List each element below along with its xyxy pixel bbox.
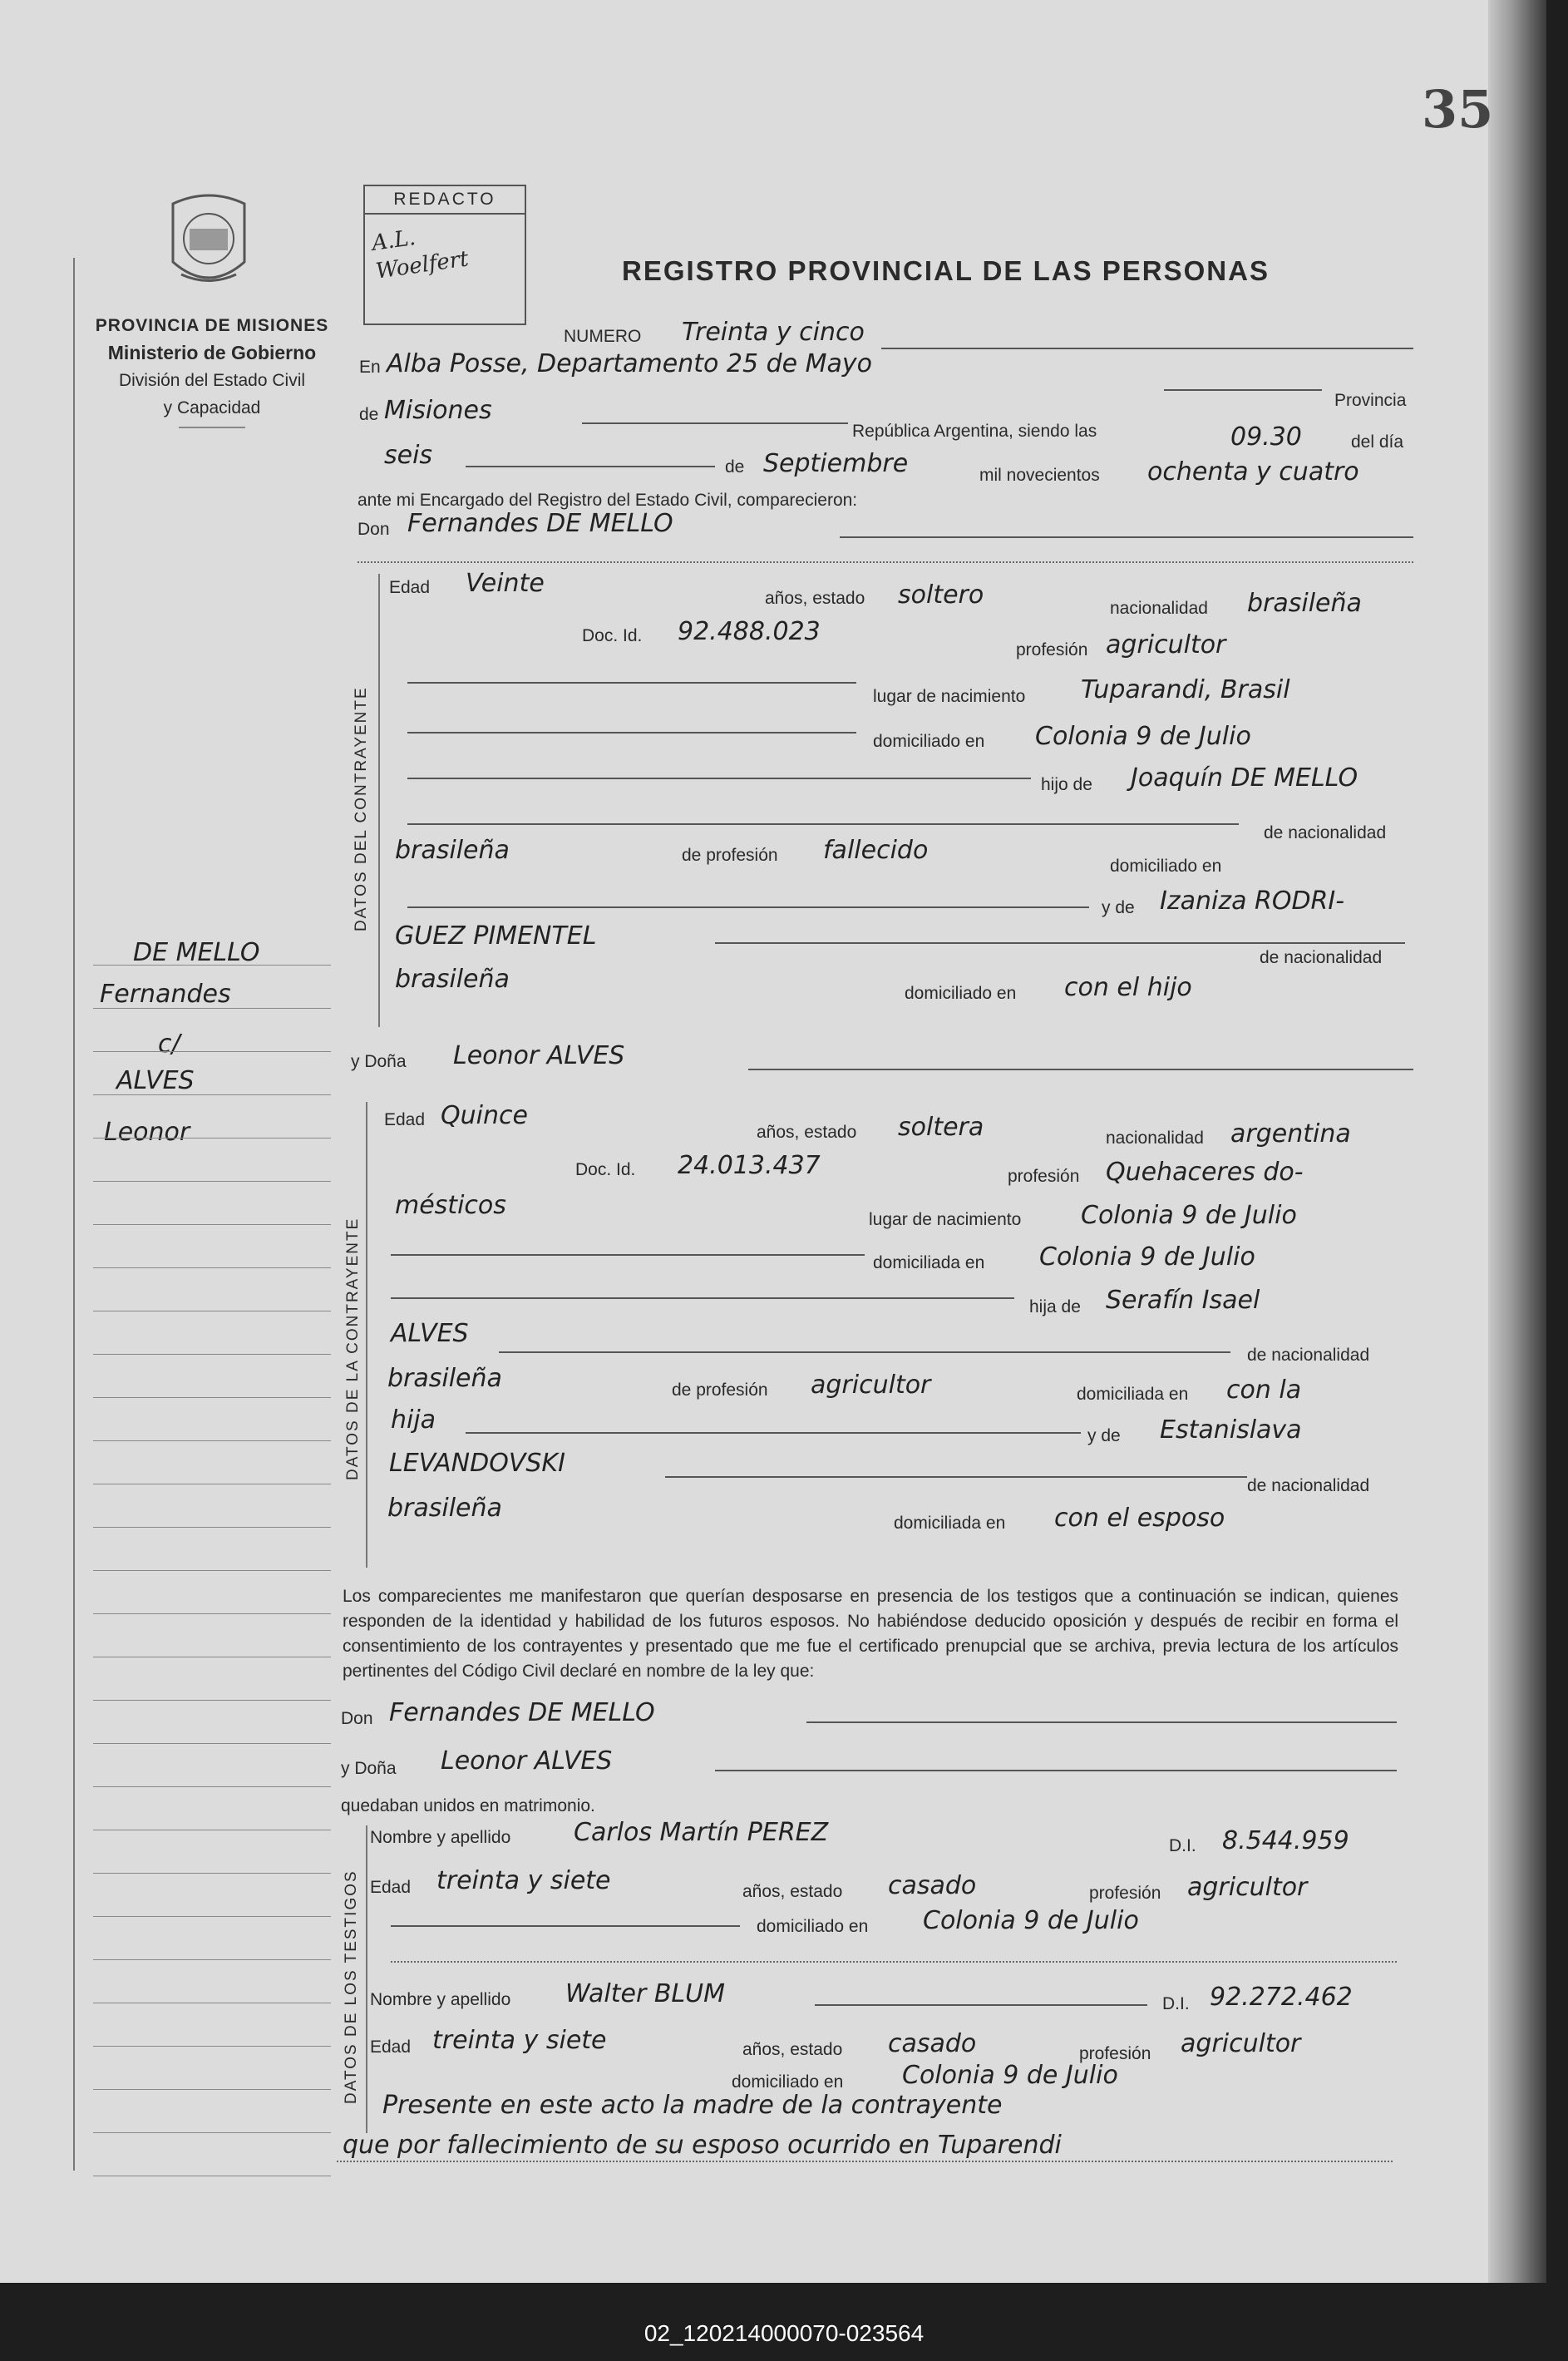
- t1-edad-value: treinta y siete: [436, 1866, 611, 1895]
- nacionalidad-label-f: nacionalidad: [1106, 1129, 1204, 1148]
- doc-label-f: Doc. Id.: [575, 1160, 636, 1179]
- margin-ruled-line: [93, 1354, 331, 1355]
- t1-edad-label: Edad: [370, 1878, 412, 1897]
- lugar-value-f: Colonia 9 de Julio: [1081, 1201, 1297, 1230]
- margin-note-4: ALVES: [116, 1066, 195, 1095]
- madre-nacionalidad: brasileña: [395, 965, 510, 994]
- t1-nombre-value: Carlos Martín PEREZ: [574, 1818, 829, 1847]
- fill-line: [881, 348, 1413, 349]
- domicilio-value-f: Colonia 9 de Julio: [1039, 1242, 1255, 1272]
- declaration-paragraph: Los comparecientes me manifestaron que querían desposarse en presencia de los testigos que a continuación se indican, quienes responden de la identidad y habilidad de los futuros esposos. No habiéndose deducido oposición y después de recibir en forma el consentimiento de los contrayentes y presentado que me fue el certificado prenupcial que se archiva, previa lectura de los artículos pertinentes del Código Civil declaré en nombre de la ley que:: [343, 1587, 1398, 1681]
- margin-ruled-line: [93, 1527, 331, 1528]
- testigos-note-2: que por fallecimiento de su esposo ocurrido en Tuparendi: [343, 2131, 1062, 2160]
- union-don-label: Don: [341, 1709, 373, 1728]
- edad-value-f: Quince: [441, 1101, 528, 1130]
- lugar-value: Tuparandi, Brasil: [1081, 675, 1290, 704]
- t2-nombre-label: Nombre y apellido: [370, 1990, 511, 2009]
- padre-value: Joaquín DE MELLO: [1131, 763, 1358, 793]
- margin-ruled-line: [93, 1873, 331, 1874]
- margin-ruled-line: [93, 1397, 331, 1398]
- fill-line: [582, 422, 848, 424]
- fill-line: [665, 1476, 1247, 1478]
- t2-domicilio-value: Colonia 9 de Julio: [902, 2061, 1118, 2090]
- edad-label: Edad: [389, 578, 431, 597]
- margin-note-3: c/: [158, 1030, 180, 1059]
- redacto-box: [363, 185, 526, 325]
- ministry-name: Ministerio de Gobierno: [107, 342, 317, 363]
- margin-ruled-line: [93, 1224, 331, 1225]
- margin-rule: [73, 258, 75, 2171]
- y-de-label-f: y de: [1087, 1426, 1121, 1445]
- margin-ruled-line: [93, 1440, 331, 1441]
- madre-value-f-2: LEVANDOVSKI: [389, 1449, 565, 1478]
- de-mes-label: de: [725, 457, 745, 477]
- fill-line: [806, 1721, 1397, 1723]
- ante-text: ante mi Encargado del Registro del Estado Civil, comparecieron:: [357, 491, 858, 510]
- t2-anos-estado-label: años, estado: [742, 2040, 843, 2059]
- division-name: División del Estado Civil: [118, 371, 306, 390]
- doc-label: Doc. Id.: [582, 626, 643, 645]
- doc-value-f: 24.013.437: [678, 1151, 821, 1180]
- padre-profesion: fallecido: [823, 836, 929, 865]
- contrayente-section-label: DATOS DEL CONTRAYENTE: [353, 686, 370, 931]
- t2-edad-label: Edad: [370, 2037, 412, 2057]
- divider: [179, 427, 245, 428]
- margin-ruled-line: [93, 1138, 331, 1139]
- quedaban-text: quedaban unidos en matrimonio.: [341, 1796, 595, 1815]
- nacionalidad-label: nacionalidad: [1110, 599, 1208, 618]
- fill-line: [715, 942, 1405, 944]
- en-label: En: [359, 358, 381, 377]
- lugar-label: lugar de nacimiento: [873, 687, 1026, 706]
- book-binding-edge: [1488, 0, 1546, 2283]
- en-value: Alba Posse, Departamento 25 de Mayo: [387, 349, 872, 378]
- domicilio-label: domiciliado en: [873, 732, 985, 751]
- fill-line: [815, 2004, 1147, 2006]
- redacto-signature: A.L. Woelfert: [370, 225, 471, 284]
- fill-line: [407, 732, 856, 733]
- fill-line: [337, 2161, 1393, 2162]
- mil-novecientos-label: mil novecientos: [979, 466, 1100, 485]
- contrayente-f-section-label: DATOS DE LA CONTRAYENTE: [344, 1217, 362, 1480]
- y-dona-label: y Doña: [351, 1052, 407, 1071]
- t1-profesion-value: agricultor: [1187, 1873, 1308, 1902]
- dia-value: seis: [384, 441, 433, 470]
- t2-di-label: D.I.: [1162, 1994, 1190, 2013]
- margin-ruled-line: [93, 1916, 331, 1917]
- madre-value-f-1: Estanislava: [1160, 1415, 1302, 1445]
- estado-value: soltero: [898, 580, 984, 610]
- anos-estado-label: años, estado: [765, 589, 865, 608]
- fill-line: [407, 778, 1031, 779]
- profesion-label: profesión: [1016, 640, 1088, 659]
- t1-anos-estado-label: años, estado: [742, 1882, 843, 1901]
- fill-line: [466, 1432, 1081, 1434]
- fill-line: [391, 1297, 1014, 1299]
- de-profesion-label: de profesión: [682, 846, 778, 865]
- padre-nacionalidad-f: brasileña: [387, 1364, 502, 1393]
- province-name: PROVINCIA DE MISIONES: [95, 316, 329, 335]
- margin-ruled-line: [93, 1051, 331, 1052]
- testigos-note-1: Presente en este acto la madre de la contrayente: [382, 2091, 1003, 2120]
- don-label: Don: [357, 520, 390, 539]
- fill-line: [748, 1069, 1413, 1070]
- numero-label: NUMERO: [564, 327, 642, 346]
- de-value: Misiones: [384, 396, 492, 425]
- margin-ruled-line: [93, 2089, 331, 2090]
- margin-ruled-line: [93, 965, 331, 966]
- t1-di-value: 8.544.959: [1222, 1826, 1349, 1855]
- provincia-label: Provincia: [1334, 391, 1407, 410]
- hijo-label: hijo de: [1041, 775, 1092, 794]
- madre-domicilio: con el hijo: [1064, 973, 1192, 1002]
- profesion-value: agricultor: [1106, 630, 1226, 659]
- fill-line: [466, 466, 715, 467]
- mes-value: Septiembre: [763, 449, 909, 478]
- padre-profesion-f: agricultor: [811, 1371, 931, 1400]
- profesion-value-f-1: Quehaceres do-: [1106, 1158, 1304, 1187]
- margin-ruled-line: [93, 1094, 331, 1095]
- t2-profesion-value: agricultor: [1181, 2029, 1301, 2058]
- scan-identifier: 02_120214000070-023564: [643, 2320, 925, 2346]
- issuing-authority: [75, 312, 349, 428]
- estado-value-f: soltera: [898, 1113, 984, 1142]
- section-bracket: [366, 1102, 367, 1568]
- t2-edad-value: treinta y siete: [432, 2026, 607, 2055]
- profesion-value-f-2: mésticos: [395, 1191, 506, 1220]
- t1-domicilio-label: domiciliado en: [757, 1917, 869, 1936]
- fill-line: [391, 1254, 865, 1256]
- de-nacionalidad-label: de nacionalidad: [1264, 823, 1387, 842]
- fill-line: [1164, 389, 1322, 391]
- margin-ruled-line: [93, 1743, 331, 1744]
- madre-domicilio-f: con el esposo: [1054, 1504, 1225, 1533]
- domiciliado-en-label-2: domiciliado en: [905, 984, 1017, 1003]
- margin-ruled-line: [93, 1267, 331, 1268]
- fill-line: [391, 1925, 740, 1927]
- fill-line: [357, 561, 1413, 563]
- provincial-seal-icon: [165, 187, 253, 294]
- hora-value: 09.30: [1230, 422, 1302, 452]
- fill-line: [840, 536, 1413, 538]
- dona-value: Leonor ALVES: [453, 1041, 625, 1070]
- fill-line: [715, 1770, 1397, 1771]
- margin-note-1: DE MELLO: [133, 938, 260, 967]
- nacionalidad-value: brasileña: [1247, 589, 1362, 618]
- domiciliada-en-label-2: domiciliada en: [894, 1514, 1006, 1533]
- hija-label: hija de: [1029, 1297, 1081, 1316]
- domiciliado-en-label: domiciliado en: [1110, 857, 1222, 876]
- y-de-label: y de: [1102, 898, 1135, 917]
- union-dona-value: Leonor ALVES: [441, 1746, 613, 1776]
- margin-ruled-line: [93, 1570, 331, 1571]
- t2-estado-value: casado: [888, 2029, 977, 2058]
- margin-note-5: Leonor: [104, 1118, 190, 1147]
- doc-value: 92.488.023: [678, 617, 821, 646]
- redacto-label: REDACTO: [365, 186, 525, 215]
- padre-nacionalidad: brasileña: [395, 836, 510, 865]
- t1-domicilio-value: Colonia 9 de Julio: [923, 1906, 1139, 1935]
- padre-domicilio-f-1: con la: [1226, 1376, 1302, 1405]
- lugar-label-f: lugar de nacimiento: [869, 1210, 1022, 1229]
- numero-value: Treinta y cinco: [682, 318, 865, 347]
- margin-ruled-line: [93, 1008, 331, 1009]
- margin-note-2: Fernandes: [100, 980, 231, 1009]
- margin-ruled-line: [93, 1700, 331, 1701]
- anos-estado-label-f: años, estado: [757, 1123, 857, 1142]
- nacionalidad-value-f: argentina: [1230, 1119, 1351, 1148]
- t1-estado-value: casado: [888, 1871, 977, 1900]
- fill-line: [407, 906, 1089, 908]
- margin-ruled-line: [93, 1959, 331, 1960]
- edad-label-f: Edad: [384, 1110, 426, 1129]
- t2-domicilio-label: domiciliado en: [732, 2072, 844, 2092]
- padre-domicilio-f-2: hija: [391, 1405, 436, 1435]
- capacity-label: y Capacidad: [163, 398, 261, 417]
- edad-value: Veinte: [466, 569, 545, 598]
- margin-ruled-line: [93, 1613, 331, 1614]
- padre-value-f-1: Serafín Isael: [1106, 1286, 1260, 1315]
- fill-line: [407, 823, 1239, 825]
- padre-value-f-2: ALVES: [391, 1319, 469, 1348]
- t2-profesion-label: profesión: [1079, 2044, 1151, 2063]
- madre-nacionalidad-f: brasileña: [387, 1494, 502, 1523]
- del-dia-label: del día: [1351, 432, 1404, 452]
- madre-value-1: Izaniza RODRI-: [1160, 887, 1345, 916]
- section-bracket: [366, 1825, 367, 2133]
- fill-line: [391, 1961, 1397, 1963]
- margin-ruled-line: [93, 2046, 331, 2047]
- t2-nombre-value: Walter BLUM: [565, 1979, 725, 2008]
- de-profesion-label-f: de profesión: [672, 1381, 768, 1400]
- margin-ruled-line: [93, 1786, 331, 1787]
- republica-text: República Argentina, siendo las: [852, 422, 1097, 441]
- madre-value-2: GUEZ PIMENTEL: [395, 921, 597, 951]
- margin-ruled-line: [93, 2132, 331, 2133]
- testigos-section-label: DATOS DE LOS TESTIGOS: [343, 1870, 360, 2104]
- fill-line: [407, 682, 856, 684]
- union-dona-label: y Doña: [341, 1759, 397, 1778]
- de-nacionalidad-label-2: de nacionalidad: [1260, 948, 1383, 967]
- anio-value: ochenta y cuatro: [1147, 457, 1359, 487]
- section-bracket: [378, 574, 380, 1027]
- document-title: REGISTRO PROVINCIAL DE LAS PERSONAS: [622, 255, 1270, 286]
- union-don-value: Fernandes DE MELLO: [389, 1698, 655, 1727]
- profesion-label-f: profesión: [1008, 1167, 1080, 1186]
- domiciliada-en-label: domiciliada en: [1077, 1385, 1189, 1404]
- domicilio-label-f: domiciliada en: [873, 1253, 985, 1272]
- fill-line: [499, 1351, 1230, 1353]
- domicilio-value: Colonia 9 de Julio: [1035, 722, 1251, 751]
- t2-di-value: 92.272.462: [1210, 1983, 1353, 2012]
- t1-di-label: D.I.: [1169, 1836, 1196, 1855]
- page-number: 35: [1422, 79, 1494, 140]
- de-label: de: [359, 405, 379, 424]
- de-nacionalidad-label-f: de nacionalidad: [1247, 1346, 1370, 1365]
- de-nacionalidad-label-f-2: de nacionalidad: [1247, 1476, 1370, 1495]
- t1-nombre-label: Nombre y apellido: [370, 1828, 511, 1847]
- t1-profesion-label: profesión: [1089, 1884, 1161, 1903]
- margin-ruled-line: [93, 1181, 331, 1182]
- don-value: Fernandes DE MELLO: [407, 509, 673, 538]
